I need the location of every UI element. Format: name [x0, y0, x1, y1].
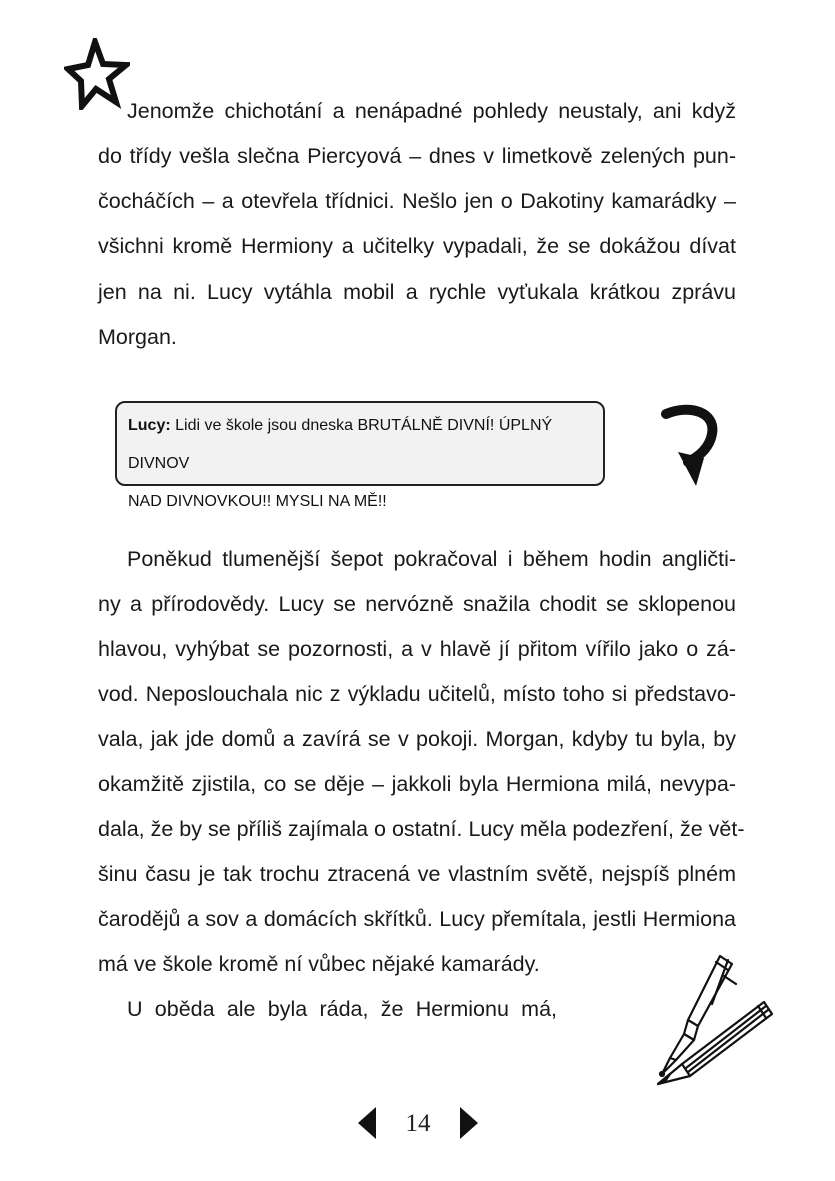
body-text-line: vala, jak jde domů a zavírá se v pokoji. Morgan, kdyby tu byla, by [98, 727, 736, 751]
body-text-line: vod. Neposlouchala nic z výkladu učitelů, místo toho si představo- [98, 682, 736, 706]
body-text-line: Morgan. [98, 325, 177, 349]
body-text-line: U oběda ale byla ráda, že Hermionu má, [127, 997, 557, 1021]
body-text-line: hlavou, vyhýbat se pozornosti, a v hlavě jí přitom vířilo jako o zá- [98, 637, 736, 661]
message-line: NAD DIVNOVKOU!! MYSLI NA MĚ!! [128, 493, 387, 510]
body-text-line: do třídy vešla slečna Piercyová – dnes v limetkově zelených pun- [98, 144, 736, 168]
body-text-line: okamžitě zjistila, co se děje – jakkoli byla Hermiona milá, nevypa- [98, 772, 736, 796]
curved-arrow-icon [660, 402, 724, 488]
page-number: 14 [405, 1110, 431, 1137]
message-sender: Lucy: [128, 417, 171, 434]
next-page-arrow-icon[interactable] [458, 1106, 480, 1140]
body-text-line: ny a přírodovědy. Lucy se nervózně snažila chodit se sklopenou [98, 592, 736, 616]
star-icon [64, 38, 130, 110]
body-text-line: jen na ni. Lucy vytáhla mobil a rychle vyťukala krátkou zprávu [98, 280, 736, 304]
body-text-line: šinu času je tak trochu ztracená ve vlastním světě, nejspíš plném [98, 862, 736, 886]
previous-page-arrow-icon[interactable] [356, 1106, 378, 1140]
message-line [128, 407, 591, 483]
text-message-bubble [115, 401, 605, 510]
body-text-line: čarodějů a sov a domácích skřítků. Lucy přemítala, jestli Hermiona [98, 907, 736, 931]
body-text-line: všichni kromě Hermiony a učitelky vypadali, že se dokážou dívat [98, 234, 736, 258]
body-text-line: Poněkud tlumenější šepot pokračoval i během hodin angličti- [127, 547, 736, 571]
body-text-line: dala, že by se příliš zajímala o ostatní. Lucy měla podezření, že vět- [98, 817, 745, 841]
body-text-line: má ve škole kromě ní vůbec nějaké kamarády. [98, 952, 540, 976]
pen-and-pencil-icon [640, 948, 776, 1090]
body-text-line: Jenomže chichotání a nenápadné pohledy neustaly, ani když [127, 99, 736, 123]
message-text: Lidi ve škole jsou dneska BRUTÁLNĚ DIVNÍ! ÚPLNÝ DIVNOV [128, 417, 553, 472]
body-text-line: čocháčích – a otevřela třídnici. Nešlo jen o Dakotiny kamarádky – [98, 189, 736, 213]
